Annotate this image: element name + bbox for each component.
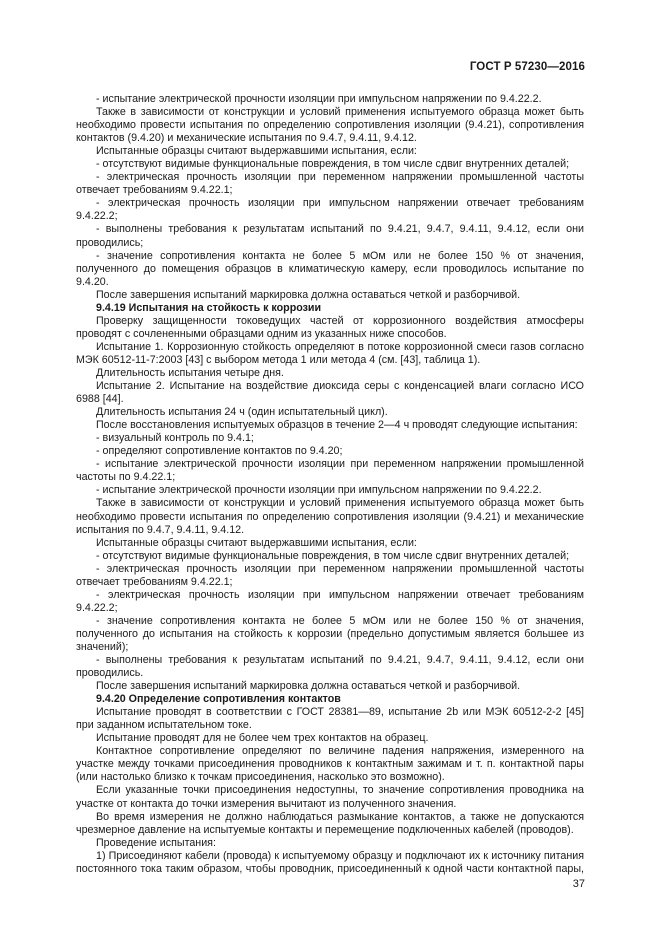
paragraph: - электрическая прочность изоляции при импульсном напряжении отвечает требованиям 9.4.22.2; xyxy=(76,197,584,223)
paragraph: - значение сопротивления контакта не более 5 мОм или не более 150 % от значения, полученного до помещения образцов в климатическую камеру, если проводилось испытание по 9.4.20. xyxy=(76,249,584,288)
section-heading-9-4-20: 9.4.20 Определение сопротивления контактов xyxy=(96,693,341,706)
paragraph: Испытание проводят в соответствии с ГОСТ 28381—89, испытание 2b или МЭК 60512-2-2 [45] при заданном испытательном токе. xyxy=(76,706,584,732)
paragraph: Во время измерения не должно наблюдаться размыкание контактов, а также не допускаются чрезмерное давление на испытуемые контакты и перемещение подключенных кабелей (проводов). xyxy=(76,810,584,836)
paragraph: - электрическая прочность изоляции при переменном напряжении промышленной частоты отвечает требованиям 9.4.22.1; xyxy=(76,562,584,588)
paragraph: Испытанные образцы считают выдержавшими испытания, если: xyxy=(96,536,417,549)
paragraph: После восстановления испытуемых образцов в течение 2—4 ч проводят следующие испытания: xyxy=(96,419,578,432)
standard-designation: ГОСТ Р 57230—2016 xyxy=(469,61,585,73)
paragraph: - определяют сопротивление контактов по 9.4.20; xyxy=(96,445,343,458)
paragraph: - отсутствуют видимые функциональные повреждения, в том числе сдвиг внутренних деталей; xyxy=(96,549,570,562)
section-heading-9-4-19: 9.4.19 Испытания на стойкость к коррозии xyxy=(96,301,322,314)
paragraph: Длительность испытания 24 ч (один испытательный цикл). xyxy=(96,406,388,419)
paragraph: Длительность испытания четыре дня. xyxy=(96,366,284,379)
document-body xyxy=(76,93,584,876)
paragraph: - испытание электрической прочности изоляции при импульсном напряжении по 9.4.22.2. xyxy=(96,484,542,497)
paragraph: - значение сопротивления контакта не более 5 мОм или не более 150 % от значения, полученного до испытания на стойкость к коррозии (предельно допустимым является большее из значений); xyxy=(76,614,584,653)
paragraph: Контактное сопротивление определяют по величине падения напряжения, измеренного на участке между точками присоединения проводников к контактным зажимам и т. п. контактной пары (или настолько близко к точкам присоединения, насколько это возможно). xyxy=(76,745,584,784)
paragraph: Также в зависимости от конструкции и условий применения испытуемого образца может быть необходимо провести испытания по определению сопротивления изоляции (9.4.21) и механические испытания по 9.4.7, 9.4.11, 9.4.12. xyxy=(76,497,584,536)
paragraph: Проведение испытания: xyxy=(96,836,216,849)
paragraph: - испытание электрической прочности изоляции при переменном напряжении промышленной частоты по 9.4.22.1; xyxy=(76,458,584,484)
paragraph: Испытание 1. Коррозионную стойкость определяют в потоке коррозионной смеси газов согласно МЭК 60512-11-7:2003 [43] с выбором метода 1 или метода 4 (см. [43], таблица 1). xyxy=(76,340,584,366)
paragraph: Испытанные образцы считают выдержавшими испытания, если: xyxy=(96,145,417,158)
paragraph: - отсутствуют видимые функциональные повреждения, в том числе сдвиг внутренних деталей; xyxy=(96,158,570,171)
paragraph: 1) Присоединяют кабели (провода) к испытуемому образцу и подключают их к источнику питания постоянного тока таким образом, чтобы проводник, присоединенный к одной части контактной пары, xyxy=(76,849,584,875)
paragraph: После завершения испытаний маркировка должна оставаться четкой и разборчивой. xyxy=(96,288,521,301)
page-number: 37 xyxy=(572,878,585,890)
paragraph: - электрическая прочность изоляции при импульсном напряжении отвечает требованиям 9.4.22.2; xyxy=(76,588,584,614)
paragraph: - выполнены требования к результатам испытаний по 9.4.21, 9.4.7, 9.4.11, 9.4.12, если они проводились; xyxy=(76,223,584,249)
paragraph: - визуальный контроль по 9.4.1; xyxy=(96,432,254,445)
paragraph: Испытание проводят для не более чем трех контактов на образец. xyxy=(96,732,429,745)
paragraph: - испытание электрической прочности изоляции при импульсном напряжении по 9.4.22.2. xyxy=(96,93,542,105)
paragraph: Испытание 2. Испытание на воздействие диоксида серы с конденсацией влаги согласно ИСО 6988 [44]. xyxy=(76,380,584,406)
paragraph: - выполнены требования к результатам испытаний по 9.4.21, 9.4.7, 9.4.11, 9.4.12, если они проводились. xyxy=(76,654,584,680)
paragraph: Если указанные точки присоединения недоступны, то значение сопротивления проводника на участке от контакта до точки измерения вычитают из полученного значения. xyxy=(76,784,584,810)
paragraph: Также в зависимости от конструкции и условий применения испытуемого образца может быть необходимо провести испытания по определению сопротивления изоляции (9.4.21), сопротивления контактов (9.4.20) и механические испытания по 9.4.7, 9.4.11, 9.4.12. xyxy=(76,106,584,145)
paragraph: Проверку защищенности токоведущих частей от коррозионного воздействия атмосферы проводят с сочлененными образцами одним из указанных ниже способов. xyxy=(76,314,584,340)
paragraph: - электрическая прочность изоляции при переменном напряжении промышленной частоты отвечает требованиям 9.4.22.1; xyxy=(76,171,584,197)
paragraph: После завершения испытаний маркировка должна оставаться четкой и разборчивой. xyxy=(96,680,521,693)
